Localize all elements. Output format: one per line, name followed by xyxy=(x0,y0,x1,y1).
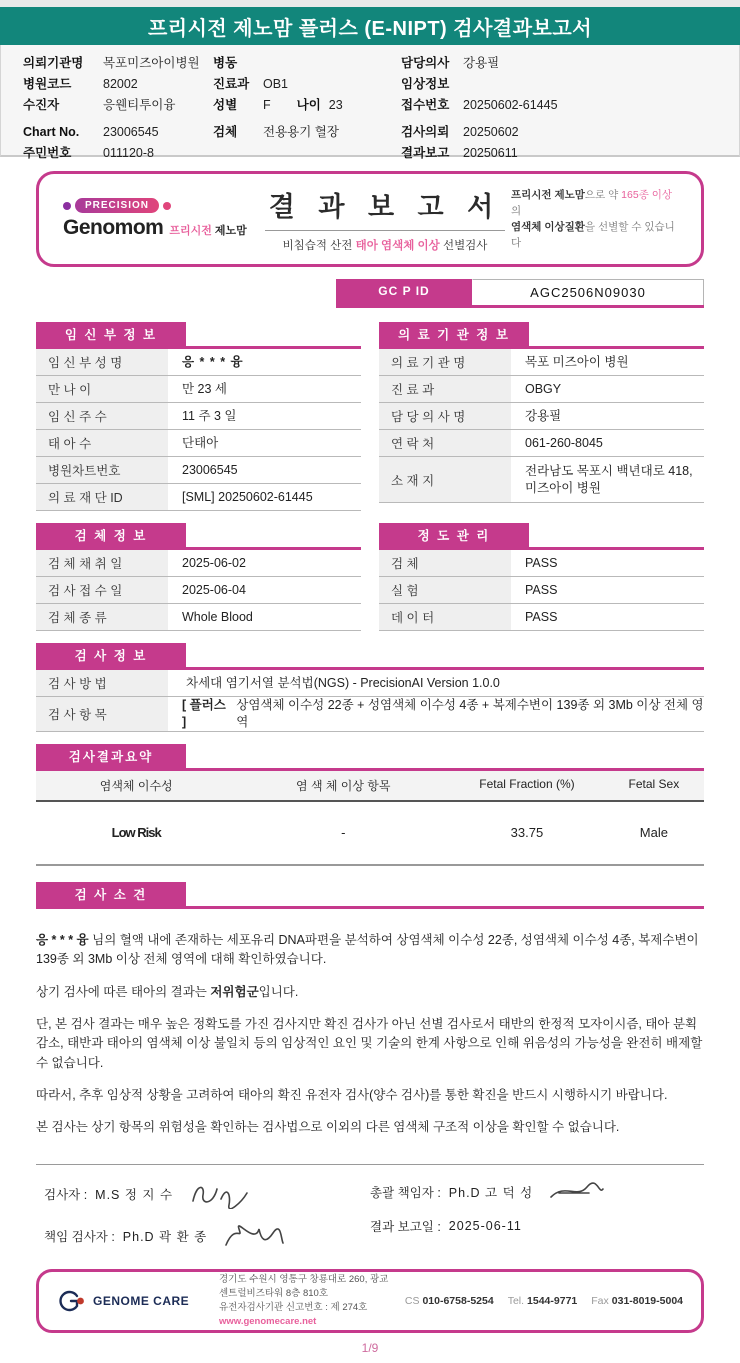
patient-row xyxy=(23,144,213,163)
row-label: 담 당 의 사 명 xyxy=(379,403,511,429)
row-value: PASS xyxy=(525,582,558,597)
row-value: 2025-06-04 xyxy=(182,582,246,597)
fetal-sex-value: Male xyxy=(639,825,668,841)
field-value: OB1 xyxy=(263,77,289,91)
row-label: 검 체 종 류 xyxy=(36,604,168,630)
findings-paragraph-5: 본 검사는 상기 항목의 위험성을 확인하는 검사법으로 이외의 다른 염색체 구조적 이상을 확인할 수 없습니다. xyxy=(36,1120,620,1135)
row-label: 검 사 방 법 xyxy=(36,670,168,696)
section-title: 검 사 소 견 xyxy=(36,882,186,906)
specimen-info-table xyxy=(36,523,361,631)
paragraph-text: 님의 혈액 내에 존재하는 세포유리 DNA파편을 분석하여 상염색체 이수성 22종, 성염색체 이수성 4종, 복제수변이 139종 외 3Mb 이상 전체 영역에 대해 확인하였습니다. xyxy=(36,932,699,967)
field-label: 담당의사 xyxy=(401,56,450,70)
badge-dot-icon xyxy=(63,202,71,210)
genomom-brand xyxy=(63,198,259,240)
footer-box xyxy=(36,1269,704,1333)
patient-row xyxy=(401,144,739,163)
fax-contact xyxy=(591,1295,683,1307)
report-subtitle xyxy=(265,237,505,253)
col-header-fetal-fraction: Fetal Fraction (%) xyxy=(479,776,575,791)
row-label: 태 아 수 xyxy=(36,430,168,456)
result-summary-section xyxy=(36,744,704,866)
brand-sub-dark: 제노맘 xyxy=(214,225,247,237)
summary-result-row xyxy=(36,802,704,866)
row-value: PASS xyxy=(525,609,558,624)
table-row xyxy=(379,349,704,376)
footer-address xyxy=(219,1273,391,1329)
signature-col-left xyxy=(44,1179,370,1251)
patient-row xyxy=(213,123,401,142)
table-row xyxy=(36,376,361,403)
field-value: 011120-8 xyxy=(103,146,154,160)
report-content xyxy=(0,171,740,1363)
report-title-box xyxy=(36,171,704,267)
field-value: 23006545 xyxy=(103,125,159,139)
row-value: Whole Blood xyxy=(182,609,253,624)
table-row xyxy=(379,376,704,403)
director-line xyxy=(370,1179,696,1205)
findings-paragraph-2 xyxy=(36,983,704,1002)
field-label: 접수번호 xyxy=(401,98,450,112)
subtitle-suffix: 선별검사 xyxy=(439,240,488,252)
row-label: 의 료 기 관 명 xyxy=(379,349,511,375)
field-label: 성별 xyxy=(213,98,238,112)
chief-examiner-label: 책임 검사자 : xyxy=(44,1229,115,1244)
director-name: Ph.D 고 덕 성 xyxy=(448,1185,534,1200)
chief-examiner-line xyxy=(44,1221,370,1251)
row-label: 만 나 이 xyxy=(36,376,168,402)
report-title: 결 과 보 고 서 xyxy=(265,185,505,231)
field-label: 나이 xyxy=(296,98,321,112)
promo-text xyxy=(511,187,681,251)
footer-contacts xyxy=(405,1295,683,1307)
row-label: 임 신 주 수 xyxy=(36,403,168,429)
row-label: 검 사 항 목 xyxy=(36,697,168,731)
table-row xyxy=(379,430,704,457)
row-value: 23006545 xyxy=(182,462,238,477)
subtitle-prefix: 비침습적 산전 xyxy=(282,240,356,252)
patient-header-block xyxy=(0,45,740,160)
section-header xyxy=(379,523,704,550)
row-value: 목포 미즈아이 병원 xyxy=(525,354,629,369)
field-label: 결과보고 xyxy=(401,146,450,160)
address-line-1: 경기도 수원시 영통구 창룡대로 260, 광교 센트럴비즈타워 8층 810호 xyxy=(219,1273,389,1299)
field-value: 강용필 xyxy=(463,56,500,70)
info-tables-row-1 xyxy=(36,322,704,511)
brand-name: Genomom xyxy=(63,216,164,239)
table-row xyxy=(36,670,704,697)
row-label: 검 사 접 수 일 xyxy=(36,577,168,603)
section-header xyxy=(36,744,704,771)
field-value: 목포미즈아이병원 xyxy=(103,56,200,70)
section-header xyxy=(36,882,704,909)
col-header-fetal-sex: Fetal Sex xyxy=(628,776,680,791)
abnormal-items-value: - xyxy=(341,825,346,841)
row-label: 병원차트번호 xyxy=(36,457,168,483)
row-value: 만 23 세 xyxy=(182,381,227,396)
findings-paragraph-4: 따라서, 추후 임상적 상황을 고려하여 태아의 확진 유전자 검사(양수 검사)를 통한 확진을 반드시 시행하시기 바랍니다. xyxy=(36,1088,668,1102)
promo-bold-2: 염색체 이상질환 xyxy=(510,221,585,233)
report-banner xyxy=(0,7,740,45)
test-info-table xyxy=(36,643,704,732)
patient-row xyxy=(23,96,213,115)
badge-dot-icon xyxy=(163,202,171,210)
patient-row xyxy=(23,75,213,94)
website-link: www.genomecare.net xyxy=(219,1315,317,1327)
patient-row xyxy=(401,75,739,94)
table-row xyxy=(379,457,704,503)
patient-row-sex-age xyxy=(213,96,401,115)
row-value: 응 * * * 융 xyxy=(182,354,244,369)
patient-row xyxy=(23,54,213,73)
row-value: 강용필 xyxy=(525,408,562,423)
row-label: 임 신 부 성 명 xyxy=(36,349,168,375)
row-value: PASS xyxy=(525,555,558,570)
row-label: 검 체 채 취 일 xyxy=(36,550,168,576)
field-value: 전용용기 혈장 xyxy=(263,125,339,139)
patient-row xyxy=(401,96,739,115)
findings-paragraph-1 xyxy=(36,931,704,970)
row-label: 진 료 과 xyxy=(379,376,511,402)
row-label: 소 재 지 xyxy=(379,457,511,502)
summary-column-headers xyxy=(36,771,704,802)
row-value-bold: [ 플러스 ] xyxy=(182,698,226,729)
tel-value: 1544-9771 xyxy=(527,1294,578,1307)
col-header-aneuploidy: 염색체 이수성 xyxy=(99,778,173,793)
section-header xyxy=(379,322,704,349)
examiner-signature-icon xyxy=(187,1179,253,1209)
brand-row xyxy=(63,216,259,240)
row-label: 실 험 xyxy=(379,577,511,603)
chief-examiner-name: Ph.D 곽 환 종 xyxy=(122,1229,208,1244)
fax-label: Fax xyxy=(591,1294,609,1307)
table-row xyxy=(379,550,704,577)
row-value: 061-260-8045 xyxy=(525,435,603,450)
row-label: 검 체 xyxy=(379,550,511,576)
patient-header-col3 xyxy=(401,54,739,160)
row-value xyxy=(168,697,704,731)
table-row xyxy=(379,604,704,631)
tel-label: Tel. xyxy=(507,1294,525,1307)
risk-group-bold: 저위험군 xyxy=(210,984,259,999)
section-title: 임 신 부 정 보 xyxy=(36,322,186,346)
director-signature-icon xyxy=(547,1179,607,1205)
cs-label: CS xyxy=(404,1294,420,1307)
patient-header-col1 xyxy=(1,54,213,160)
address-line-2: 유전자검사기관 신고번호 : 제 274호 xyxy=(219,1301,368,1313)
col-header-abnormal: 염 색 체 이상 항목 xyxy=(296,778,391,793)
report-banner-title: 프리시전 제노맘 플러스 (E-NIPT) 검사결과보고서 xyxy=(147,17,593,40)
report-date-value: 2025-06-11 xyxy=(448,1218,522,1233)
row-value: 11 주 3 일 xyxy=(182,408,237,423)
genomecare-logo xyxy=(57,1288,205,1314)
section-title: 의 료 기 관 정 보 xyxy=(379,322,529,346)
section-title: 검 사 정 보 xyxy=(36,643,186,667)
report-date-line xyxy=(370,1217,696,1235)
brand-sub-pink: 프리시전 xyxy=(169,225,212,237)
table-row xyxy=(36,604,361,631)
field-label: 병원코드 xyxy=(23,77,72,91)
row-label: 데 이 터 xyxy=(379,604,511,630)
field-label: 진료과 xyxy=(213,77,250,91)
report-title-wrap xyxy=(265,185,505,253)
gcp-id-value: AGC2506N09030 xyxy=(472,279,704,305)
table-row xyxy=(36,484,361,511)
section-title: 검 체 정 보 xyxy=(36,523,186,547)
field-label: 주민번호 xyxy=(23,146,72,160)
patient-row xyxy=(23,123,213,142)
field-value: 20250602-61445 xyxy=(463,98,558,112)
row-value: 단태아 xyxy=(182,435,219,450)
gcp-id-label: GC P ID xyxy=(336,279,472,305)
info-tables-row-2 xyxy=(36,523,704,631)
examiner-line xyxy=(44,1179,370,1209)
table-row xyxy=(36,430,361,457)
page-number: 1/9 xyxy=(361,1340,379,1355)
row-label: 연 락 처 xyxy=(379,430,511,456)
patient-row xyxy=(213,75,401,94)
field-value: F xyxy=(263,98,271,112)
cs-value: 010-6758-5254 xyxy=(422,1294,494,1307)
section-title: 검사결과요약 xyxy=(36,744,186,768)
field-value: 응웬티투이융 xyxy=(103,98,176,112)
row-value-text: 차세대 염기서열 분석법(NGS) - PrecisionAI Version 1.0.0 xyxy=(186,675,500,690)
signature-block xyxy=(36,1164,704,1255)
table-row xyxy=(36,577,361,604)
field-label: 임상정보 xyxy=(401,77,450,91)
cs-contact xyxy=(405,1295,494,1307)
report-date-label: 결과 보고일 : xyxy=(370,1219,441,1234)
genomecare-logo-icon xyxy=(57,1288,87,1314)
table-row xyxy=(36,697,704,732)
examiner-name: M.S 정 지 수 xyxy=(95,1187,174,1202)
promo-mid: 으로 약 xyxy=(584,189,622,201)
tel-contact xyxy=(508,1295,578,1307)
patient-row xyxy=(401,123,739,142)
genomecare-logo-text: GENOME CARE xyxy=(93,1293,190,1308)
promo-bold-1: 프리시전 제노맘 xyxy=(510,189,585,201)
precision-badge xyxy=(63,198,259,213)
row-value xyxy=(168,670,704,696)
findings-section xyxy=(36,882,704,1138)
chief-examiner-signature-icon xyxy=(221,1221,287,1251)
table-row xyxy=(36,457,361,484)
clinic-info-table xyxy=(379,322,704,503)
table-row xyxy=(36,550,361,577)
patient-name-bold: 응 * * * 융 xyxy=(36,932,89,947)
director-label: 총괄 책임자 : xyxy=(370,1185,441,1200)
qc-table xyxy=(379,523,704,631)
fax-value: 031-8019-5004 xyxy=(611,1294,683,1307)
patient-header-col2 xyxy=(213,54,401,145)
table-row xyxy=(36,403,361,430)
table-row xyxy=(36,349,361,376)
field-label: 검체 xyxy=(213,125,238,139)
row-label: 의 료 재 단 ID xyxy=(36,484,168,510)
promo-end-2: 을 선별할 수 있습니다 xyxy=(510,221,675,249)
field-value: 82002 xyxy=(103,77,138,91)
table-row xyxy=(379,403,704,430)
mother-info-table xyxy=(36,322,361,511)
examiner-label: 검사자 : xyxy=(44,1187,88,1202)
row-value: 전라남도 목포시 백년대로 418, 미즈아이 병원 xyxy=(525,463,693,495)
field-label: 병동 xyxy=(213,56,238,70)
section-header xyxy=(36,643,704,670)
top-margin-strip xyxy=(0,0,740,7)
promo-end-1: 의 xyxy=(510,205,522,217)
field-label: Chart No. xyxy=(23,125,80,139)
row-value-text: 상염색체 이수성 22종 + 성염색체 이수성 4종 + 복제수변이 139종 외 3Mb 이상 전체 영역 xyxy=(236,698,704,729)
risk-result-value: Low Risk xyxy=(111,825,161,841)
patient-row xyxy=(213,54,401,73)
field-value: 20250602 xyxy=(463,125,519,139)
findings-paragraph-3: 단, 본 검사 결과는 매우 높은 정확도를 가진 검사지만 확진 검사가 아닌 선별 검사로서 태반의 한정적 모자이시즘, 태아 분획 감소, 태반과 태아의 염색체 이상 불일치 등의 임상적인 요인 및 기술의 한계 사항으로 인해 위음성의 가능성을 완전히 배제할 수 없습니다. xyxy=(36,1016,703,1070)
row-value: OBGY xyxy=(525,381,562,396)
field-label: 검사의뢰 xyxy=(401,125,450,139)
table-row xyxy=(379,577,704,604)
section-header xyxy=(36,322,361,349)
row-value: 2025-06-02 xyxy=(182,555,246,570)
promo-pink: 165종 이상 xyxy=(621,189,673,201)
field-value: 20250611 xyxy=(463,146,518,160)
field-label: 의뢰기관명 xyxy=(23,56,84,70)
field-value: 23 xyxy=(328,98,343,112)
signature-col-right xyxy=(370,1179,696,1251)
row-value: [SML] 20250602-61445 xyxy=(182,489,313,504)
precision-badge-label: PRECISION xyxy=(75,198,159,213)
paragraph-text: 입니다. xyxy=(258,984,299,999)
section-header xyxy=(36,523,361,550)
fetal-fraction-value: 33.75 xyxy=(510,825,544,841)
gcp-id-row xyxy=(336,279,704,308)
paragraph-text: 상기 검사에 따른 태아의 결과는 xyxy=(36,984,211,999)
field-label: 수진자 xyxy=(23,98,60,112)
patient-row xyxy=(401,54,739,73)
subtitle-highlight: 태아 염색체 이상 xyxy=(355,240,440,252)
section-title: 정 도 관 리 xyxy=(379,523,529,547)
